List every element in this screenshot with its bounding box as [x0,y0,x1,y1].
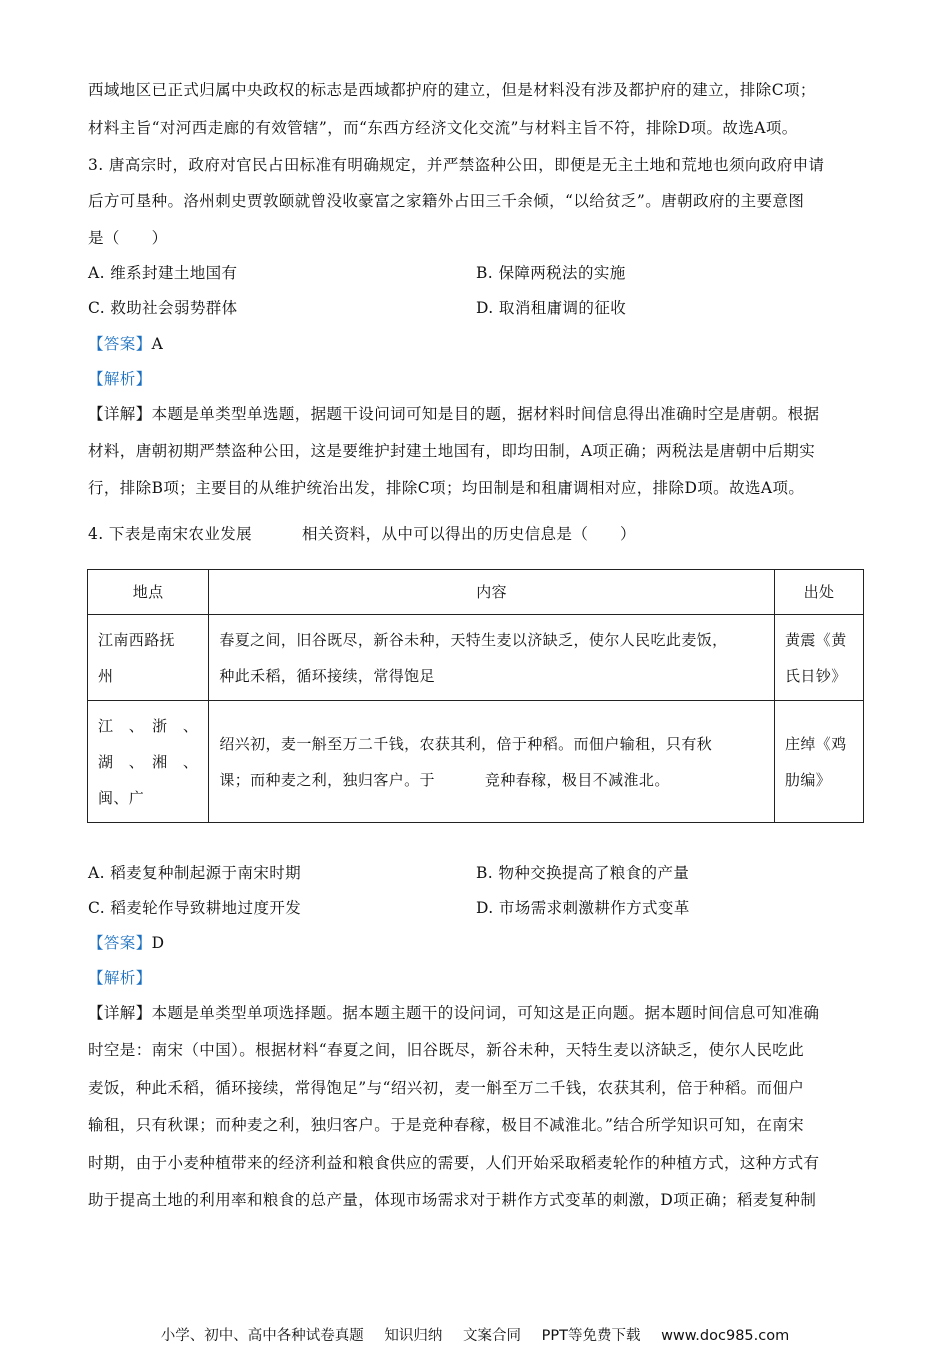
q3-stem-line-1: 3. 唐高宗时，政府对官民占田标准有明确规定，并严禁盗种公田，即便是无主土地和荒地也须向政府申请 [88,156,825,174]
q4-option-c: C. 稻麦轮作导致耕地过度开发 [88,899,302,917]
place-line: 州 [98,666,114,685]
table-cell-content [209,615,775,701]
q4-stem [88,524,868,544]
content-part: 课；而种麦之利，独归客户。于 [219,770,435,789]
q3-stem-line-3: 是（ ） [88,229,168,247]
q4-answer-value: D [151,934,165,952]
q3-detail-text-1: 本题是单类型单选题，据题干设问词可知是目的题，据材料时间信息得出准确时空是唐朝。根据 [151,405,820,423]
q4-detail-line-3: 麦饭，种此禾稻，循环接续，常得饱足”与“绍兴初，麦一斛至万二千钱，农获其利，倍于种稻。而佃户 [88,1079,805,1097]
place-line: 江南西路抚 [98,630,176,649]
q3-detail-tag: 【详解】 [88,405,152,423]
table-header-source: 出处 [775,570,864,615]
place-line: 闽、广 [98,788,145,807]
q4-detail-text-1: 本题是单类型单项选择题。据本题主题干的设问词，可知这是正向题。据本题时间信息可知准确 [151,1004,820,1022]
q3-answer-value: A [151,335,164,353]
q4-option-d: D. 市场需求刺激耕作方式变革 [476,899,690,917]
table-cell-place [88,701,209,823]
q4-detail-line-5: 时期，由于小麦种植带来的经济利益和粮食供应的需要，人们开始采取稻麦轮作的种植方式，这种方式有 [88,1154,820,1172]
q4-detail-line-1 [88,1003,868,1023]
table-header-row [88,570,864,615]
footer-text-4: PPT等免费下载 [541,1328,641,1344]
q3-detail-line-2: 材料，唐朝初期严禁盗种公田，这是要维护封建土地国有，即均田制，A项正确；两税法是唐朝中后期实 [88,442,816,460]
content-line: 种此禾稻，循环接续，常得饱足 [219,666,435,685]
source-line: 庄绰《鸡 [785,734,847,753]
content-part: 竞种春稼，极目不减淮北。 [484,770,670,789]
table-cell-source [775,615,864,701]
table-row [88,701,864,823]
q3-option-d: D. 取消租庸调的征收 [476,299,627,317]
table-cell-content [209,701,775,823]
intro-line-2: 材料主旨“对河西走廊的有效管辖”，而“东西方经济文化交流”与材料主旨不符，排除D项。故选A项。 [88,119,798,137]
source-line: 氏日钞》 [785,666,847,685]
q4-option-b: B. 物种交换提高了粮食的产量 [476,864,690,882]
footer-text-2: 知识归纳 [384,1328,443,1344]
q4-answer [88,933,164,953]
table-cell-source [775,701,864,823]
table-row [88,615,864,701]
q4-stem-part-1: 4. 下表是南宋农业发展 [88,525,253,543]
q4-detail-line-2: 时空是：南宋（中国）。根据材料“春夏之间，旧谷既尽，新谷未种，天特生麦以济缺乏，使尔人民吃此 [88,1041,805,1059]
q3-option-a: A. 维系封建土地国有 [88,264,238,282]
q4-detail-line-6: 助于提高土地的利用率和粮食的总产量，体现市场需求对于耕作方式变革的刺激，D项正确；稻麦复种制 [88,1191,817,1209]
q3-detail-line-3: 行，排除B项；主要目的从维护统治出发，排除C项；均田制是和租庸调相对应，排除D项。故选A项。 [88,479,805,497]
source-line: 黄震《黄 [785,630,847,649]
place-line: 江 、 浙 、 [98,716,199,735]
q3-stem-line-2: 后方可垦种。洛州刺史贾敦颐就曾没收豪富之家籍外占田三千余倾，“以给贫乏”。唐朝政府的主要意图 [88,192,805,210]
q4-detail-tag: 【详解】 [88,1004,152,1022]
q3-option-b: B. 保障两税法的实施 [476,264,626,282]
q4-detail-line-4: 输租，只有秋课；而种麦之利，独归客户。于是竞种春稼，极目不减淮北。”结合所学知识可知，在南宋 [88,1116,805,1134]
page-footer [0,1324,950,1345]
content-line: 绍兴初，麦一斛至万二千钱，农获其利，倍于种稻。而佃户输租，只有秋 [219,734,713,753]
q4-option-a: A. 稻麦复种制起源于南宋时期 [88,864,302,882]
footer-text-3: 文案合同 [462,1328,521,1344]
q3-answer [88,334,163,354]
q4-analysis-tag: 【解析】 [88,969,152,987]
q4-stem-part-2: 相关资料，从中可以得出的历史信息是（ ） [302,525,636,543]
place-line: 湖 、 湘 、 [98,752,199,771]
intro-line-1: 西域地区已正式归属中央政权的标志是西域都护府的建立，但是材料没有涉及都护府的建立，排除C项； [88,81,816,99]
q4-table [87,569,864,823]
q3-option-c: C. 救助社会弱势群体 [88,299,238,317]
table-header-place: 地点 [88,570,209,615]
source-line: 肋编》 [785,770,832,789]
footer-text-1: 小学、初中、高中各种试卷真题 [160,1328,364,1344]
table-header-content: 内容 [209,570,775,615]
q3-detail-line-1 [88,404,868,424]
content-line [219,762,764,798]
q3-analysis-tag: 【解析】 [88,370,152,388]
q3-answer-tag: 【答案】 [88,335,152,353]
content-line: 春夏之间，旧谷既尽，新谷未种，天特生麦以济缺乏，使尔人民吃此麦饭， [219,630,728,649]
table-cell-place [88,615,209,701]
q4-answer-tag: 【答案】 [88,934,152,952]
footer-url-link[interactable]: www.doc985.com [661,1328,790,1344]
